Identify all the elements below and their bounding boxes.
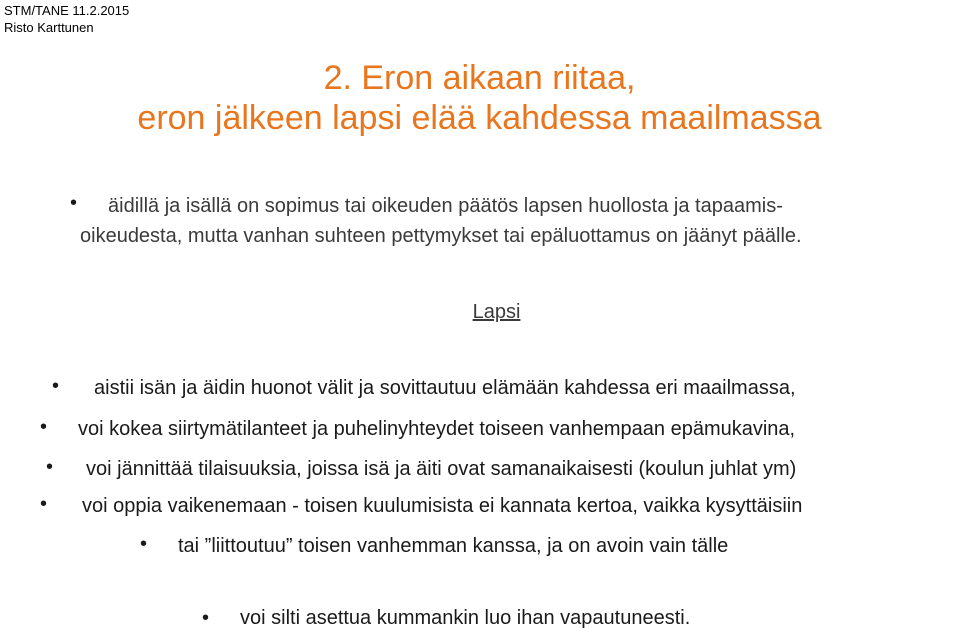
bullet-icon: • xyxy=(40,493,48,515)
list-item: voi silti asettua kummankin luo ihan vapautuneesti. xyxy=(240,607,691,629)
bullet-icon: • xyxy=(140,533,148,555)
bullet-icon: • xyxy=(52,375,60,397)
section-heading: Lapsi xyxy=(472,301,521,323)
list-item: voi kokea siirtymätilanteet ja puhelinyhteydet toiseen vanhempaan epämukavina, xyxy=(78,418,796,440)
intro-text-line-2: oikeudesta, mutta vanhan suhteen pettymykset tai epäluottamus on jäänyt päälle. xyxy=(80,225,802,247)
list-item: voi jännittää tilaisuuksia, joissa isä ja äiti ovat samanaikaisesti (koulun juhlat ym) xyxy=(86,458,797,480)
header-author: Risto Karttunen xyxy=(4,20,94,35)
list-item: tai ”liittoutuu” toisen vanhemman kanssa, ja on avoin vain tälle xyxy=(178,535,729,557)
bullet-icon: • xyxy=(46,456,54,478)
slide-title-line-2: eron jälkeen lapsi elää kahdessa maailmassa xyxy=(137,99,822,137)
header-date: STM/TANE 11.2.2015 xyxy=(4,3,130,18)
bullet-icon: • xyxy=(40,416,48,438)
slide-title-line-1: 2. Eron aikaan riitaa, xyxy=(323,59,636,97)
list-item: voi oppia vaikenemaan - toisen kuulumisista ei kannata kertoa, vaikka kysyttäisiin xyxy=(82,495,803,517)
slide-header xyxy=(4,2,129,36)
list-item: aistii isän ja äidin huonot välit ja sovittautuu elämään kahdessa eri maailmassa, xyxy=(94,377,796,399)
bullet-icon: • xyxy=(202,607,210,629)
intro-bullet-icon: • xyxy=(70,192,78,214)
intro-text-line-1: äidillä ja isällä on sopimus tai oikeuden päätös lapsen huollosta ja tapaamis- xyxy=(108,195,783,217)
